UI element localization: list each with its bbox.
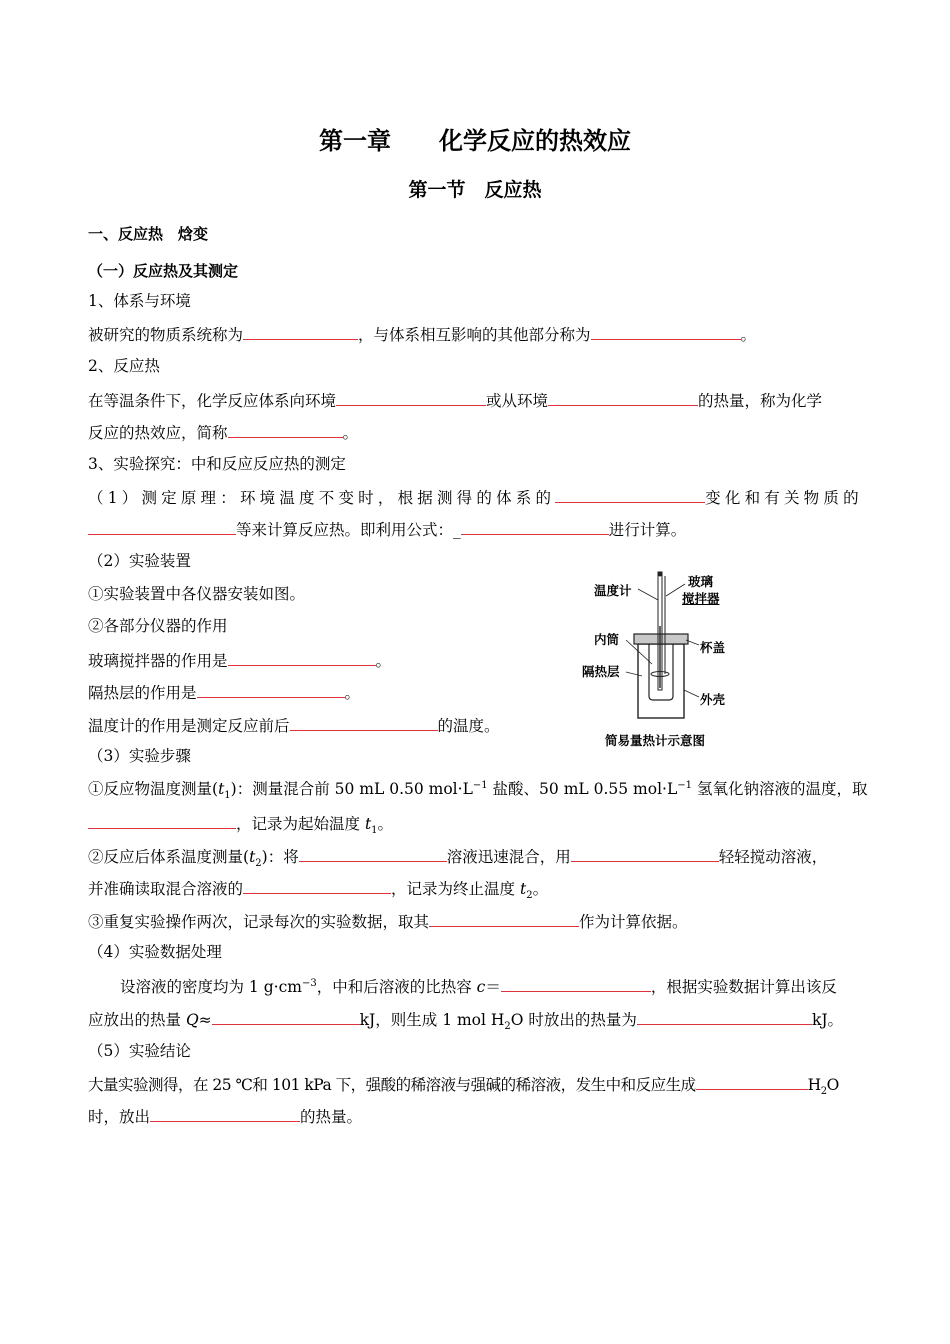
stirrer-role: 玻璃搅拌器的作用是 。 (88, 649, 391, 671)
label-thermometer: 温度计 (594, 583, 632, 598)
conclusion-line-2: 时，放出 的热量。 (88, 1105, 362, 1127)
label-lid: 杯盖 (700, 640, 726, 655)
blank-field[interactable] (555, 486, 705, 503)
blank-field[interactable] (461, 518, 609, 535)
item-heading-1: 1、体系与环境 (88, 292, 191, 310)
step-1-line-2: ，记录为起始温度 $t_1$。 (88, 812, 393, 834)
data-processing-heading: （4）实验数据处理 (88, 943, 222, 961)
paragraph-system: 被研究的物质系统称为 ，与体系相互影响的其他部分称为 。 (88, 323, 756, 345)
blank-field[interactable] (150, 1105, 300, 1122)
blank-field[interactable] (571, 845, 719, 862)
data-line-2: 应放出的热量 Q≈ kJ，则生成 1 mol $H_2O$ 时放出的热量为 kJ。 (88, 1008, 843, 1030)
blank-field[interactable] (88, 518, 236, 535)
blank-field[interactable] (228, 649, 376, 666)
paragraph-heat-2: 反应的热效应，简称 。 (88, 421, 358, 443)
conclusion-heading: （5）实验结论 (88, 1042, 191, 1060)
conclusion-line-1: 大量实验测得，在 25 ℃和 101 kPa 下，强酸的稀溶液与强碱的稀溶液，发生中和反应生成 $H_2O$ (88, 1073, 839, 1095)
blank-field[interactable] (88, 812, 236, 829)
label-shell: 外壳 (700, 692, 726, 707)
blank-field[interactable] (336, 389, 486, 406)
blank-field[interactable] (243, 877, 391, 894)
step-2-line-2: 并准确读取混合溶液的 ，记录为终止温度 $t_2$。 (88, 877, 548, 899)
blank-field[interactable] (501, 975, 651, 992)
apparatus-heading: （2）实验装置 (88, 552, 191, 570)
apparatus-line-2: ②各部分仪器的作用 (88, 617, 228, 635)
part-heading: 一、反应热 焓变 (88, 225, 209, 243)
blank-field[interactable] (429, 910, 579, 927)
label-inner-cup: 内筒 (594, 632, 620, 647)
blank-field[interactable] (637, 1008, 812, 1025)
blank-field[interactable] (228, 421, 343, 438)
steps-heading: （3）实验步骤 (88, 747, 191, 765)
chapter-title: 第一章 化学反应的热效应 (319, 127, 631, 155)
blank-field[interactable] (197, 681, 345, 698)
step-3-line: ③重复实验操作两次，记录每次的实验数据，取其 作为计算依据。 (88, 910, 688, 932)
blank-field[interactable] (548, 389, 698, 406)
blank-field[interactable] (591, 323, 741, 340)
label-glass: 玻璃 (688, 574, 714, 589)
calorimeter-figure (578, 566, 748, 756)
paragraph-heat-1: 在等温条件下，化学反应体系向环境 或从环境 的热量，称为化学 (88, 389, 822, 411)
insulation-role: 隔热层的作用是 。 (88, 681, 360, 703)
subsection-heading: （一）反应热及其测定 (88, 262, 239, 280)
step-2-line-1: ②反应后体系温度测量$(t_2)$：将 溶液迅速混合，用 轻轻搅动溶液， (88, 845, 827, 867)
item-heading-3: 3、实验探究：中和反应反应热的测定 (88, 455, 346, 473)
blank-field[interactable] (299, 845, 447, 862)
blank-field[interactable] (696, 1073, 808, 1090)
item-heading-2: 2、反应热 (88, 357, 160, 375)
label-insulation: 隔热层 (582, 664, 620, 679)
label-stirrer: 搅拌器 (682, 591, 720, 606)
data-line-1: 设溶液的密度均为 1 $g\cdot cm^{-3}$，中和后溶液的比热容 c＝ ，根据实验数据计算出该反 (88, 975, 837, 997)
principle-line-2: 等来计算反应热。即利用公式：_ 进行计算。 (88, 518, 686, 540)
section-title: 第一节 反应热 (408, 179, 542, 201)
thermometer-role: 温度计的作用是测定反应前后 的温度。 (88, 714, 500, 736)
principle-line-1: （1）测定原理：环境温度不变时，根据测得的体系的 变化和有关物质的 (88, 486, 863, 508)
figure-caption: 简易量热计示意图 (605, 733, 706, 748)
blank-field[interactable] (212, 1008, 360, 1025)
apparatus-line-1: ①实验装置中各仪器安装如图。 (88, 585, 306, 603)
blank-field[interactable] (243, 323, 358, 340)
blank-field[interactable] (290, 714, 438, 731)
step-1-line-1: ①反应物温度测量$(t_1)$：测量混合前 50 mL 0.50 $mol\cdot L^{-1}$ 盐酸、50 mL 0.55 $mol\cdot L^{-1}$ 氢氧化钠溶液的温度，取 (88, 779, 868, 802)
